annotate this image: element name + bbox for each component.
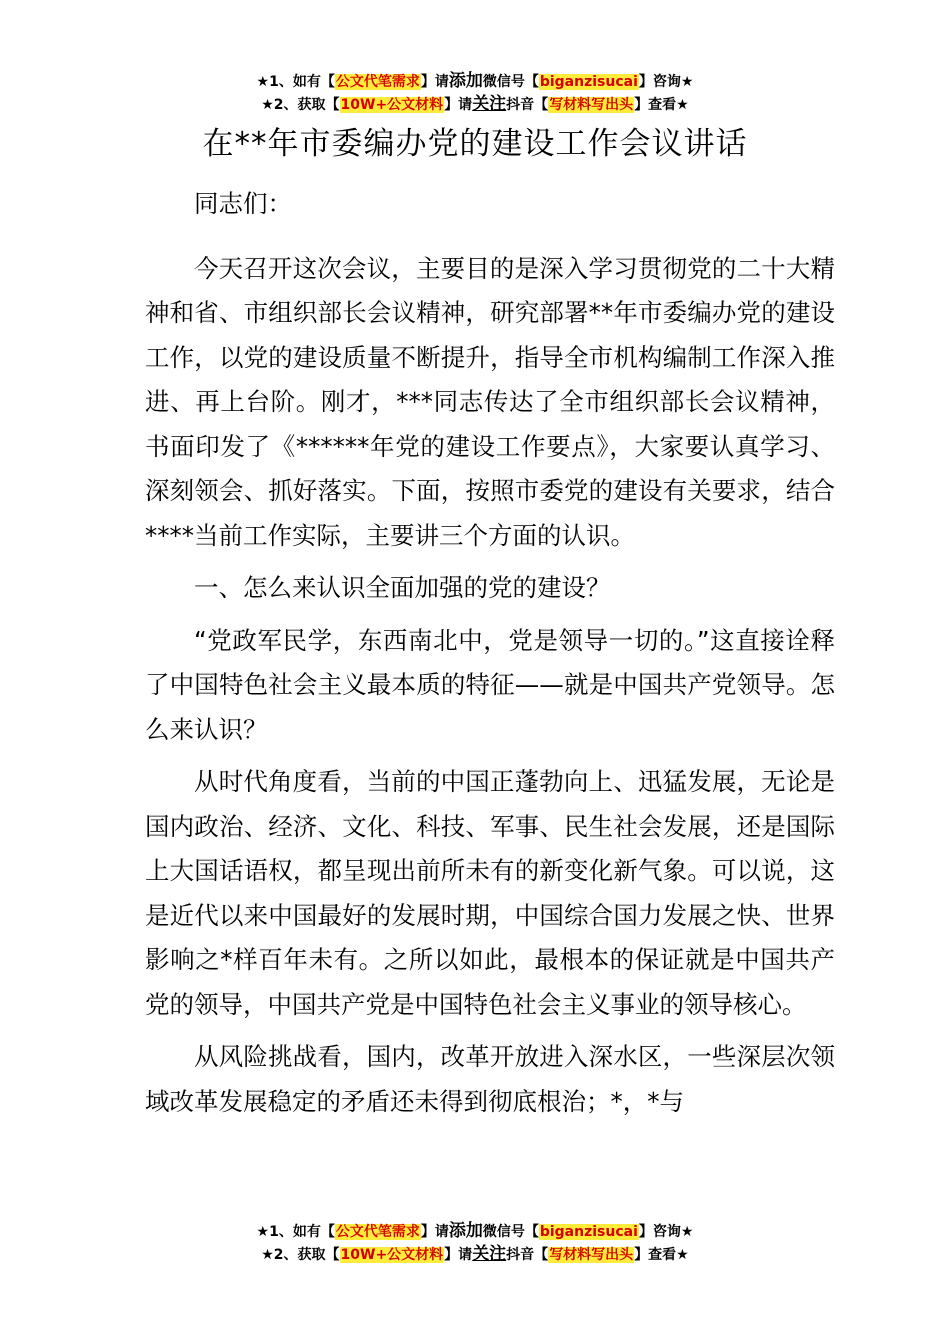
- promo-banner-bottom: [0, 1220, 950, 1266]
- promo-text: ★2、获取【: [261, 97, 340, 113]
- promo-emphasis: 添加: [448, 1221, 483, 1241]
- paragraph: 从时代角度看，当前的中国正蓬勃向上、迅猛发展，无论是国内政治、经济、文化、科技、军事、民生社会发展，还是国际上大国话语权，都呈现出前所未有的新变化新气象。可以说，这是近代以来中国最好的发展时期，中国综合国力发展之快、世界影响之*样百年未有。之所以如此，最根本的保证就是中国共产党的领导，中国共产党是中国特色社会主义事业的领导核心。: [145, 767, 835, 1019]
- promo-highlight: 10W+公文材料: [340, 1247, 444, 1263]
- promo-text: 】查看★: [634, 1247, 689, 1263]
- promo-text: 】查看★: [634, 97, 689, 113]
- document-title: 在**年市委编办党的建设工作会议讲话: [202, 126, 748, 162]
- promo-emphasis: 关注: [472, 1244, 507, 1264]
- promo-highlight: 公文代笔需求: [335, 1224, 420, 1240]
- promo-highlight: 公文代笔需求: [335, 74, 420, 90]
- promo-text: 微信号【: [482, 1224, 539, 1240]
- paragraph: 今天召开这次会议，主要目的是深入学习贯彻党的二十大精神和省、市组织部长会议精神，研究部署**年市委编办党的建设工作，以党的建设质量不断提升，指导全市机构编制工作深入推进、再上台阶。刚才，***同志传达了全市组织部长会议精神，书面印发了《******年党的建设工作要点》，大家要认真学习、深刻领会、抓好落实。下面，按照市委党的建设有关要求，结合****当前工作实际，主要讲三个方面的认识。: [145, 253, 835, 550]
- promo-text: 】咨询★: [638, 74, 694, 90]
- promo-line-2: [0, 1243, 950, 1266]
- paragraph: 从风险挑战看，国内，改革开放进入深水区，一些深层次领域改革发展稳定的矛盾还未得到彻底根治；*，*与: [145, 1042, 835, 1116]
- promo-line-2: [0, 93, 950, 116]
- document-body: [145, 182, 835, 1132]
- promo-text: ★1、如有【: [256, 74, 335, 90]
- promo-text: 抖音【: [506, 1247, 549, 1263]
- promo-highlight: 10W+公文材料: [340, 97, 444, 113]
- promo-text: 抖音【: [506, 97, 549, 113]
- promo-text: 】咨询★: [638, 1224, 694, 1240]
- promo-text: ★2、获取【: [261, 1247, 340, 1263]
- promo-text: 】请: [420, 1224, 449, 1240]
- section-heading: 一、怎么来认识全面加强的党的建设？: [194, 573, 611, 602]
- promo-text: 】请: [444, 97, 473, 113]
- promo-wechat-id: biganzisucai: [539, 1224, 638, 1240]
- promo-text: 】请: [420, 74, 449, 90]
- paragraph: “党政军民学，东西南北中，党是领导一切的。”这直接诠释了中国特色社会主义最本质的特征——就是中国共产党领导。怎么来认识？: [145, 625, 835, 744]
- promo-wechat-id: biganzisucai: [539, 74, 638, 90]
- greeting: 同志们：: [194, 189, 292, 218]
- promo-text: ★1、如有【: [256, 1224, 335, 1240]
- promo-text: 微信号【: [482, 74, 539, 90]
- promo-line-1: [0, 1220, 950, 1243]
- promo-text: 】请: [444, 1247, 473, 1263]
- promo-douyin-id: 写材料写出头: [549, 97, 634, 113]
- promo-banner-top: [0, 70, 950, 116]
- promo-douyin-id: 写材料写出头: [549, 1247, 634, 1263]
- promo-emphasis: 添加: [448, 71, 483, 91]
- promo-line-1: [0, 70, 950, 93]
- promo-emphasis: 关注: [472, 94, 507, 114]
